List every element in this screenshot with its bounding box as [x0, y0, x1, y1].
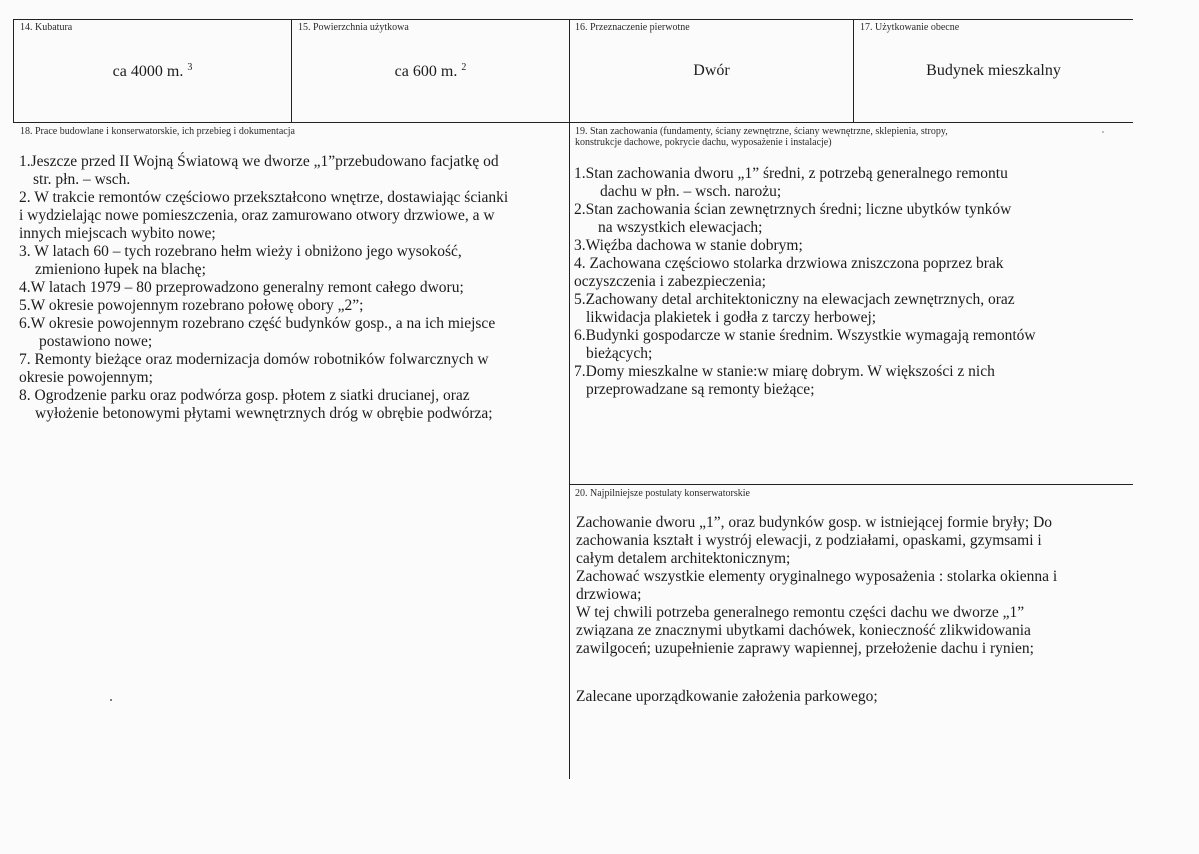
postulate-line: Zachować wszystkie elementy oryginalnego wyposażenia : stolarka okienna i — [576, 568, 1058, 585]
list-item-line: 5.Zachowany detal architektoniczny na elewacjach zewnętrznych, oraz — [574, 291, 1015, 308]
section19-list — [574, 165, 1124, 399]
field-14-value — [14, 62, 291, 81]
postulate-line: związana ze znacznymi ubytkami dachówek, konieczność zlikwidowania — [576, 622, 1031, 639]
list-item — [19, 153, 564, 189]
list-item-line: 5.W okresie powojennym rozebrano połowę obory „2”; — [19, 297, 364, 314]
section20-label: 20. Najpilniejsze postulaty konserwatorskie — [575, 488, 750, 499]
postulate-line: W tej chwili potrzeba generalnego remontu części dachu we dworze „1” — [576, 604, 1025, 621]
list-item-continuation: str. płn. – wsch. — [33, 171, 131, 188]
volume-value: ca 4000 m. — [112, 63, 184, 80]
list-item — [574, 327, 1124, 363]
section19-label-line1: 19. Stan zachowania (fundamenty, ściany zewnętrzne, ściany wewnętrzne, sklepienia, stropy, — [575, 126, 948, 137]
list-item-continuation: likwidacja plakietek i godła z tarczy herbowej; — [586, 309, 877, 326]
list-item-continuation: na wszystkich elewacjach; — [598, 219, 763, 236]
list-item-line: 7. Remonty bieżące oraz modernizacja domów robotników folwarcznych w — [19, 351, 489, 368]
list-item — [574, 255, 1124, 291]
list-item — [19, 243, 564, 279]
list-item-continuation: wyłożenie betonowymi płytami wewnętrznych dróg w obrębie podwórza; — [35, 405, 493, 422]
list-item-line: 1.Jeszcze przed II Wojną Światową we dworze „1”przebudowano facjatkę od — [19, 153, 499, 170]
list-item-line: 2.Stan zachowania ścian zewnętrznych średni; liczne ubytków tynków — [574, 201, 1012, 218]
list-item — [574, 291, 1124, 327]
field-16-value — [570, 62, 853, 80]
postulate-line: zachowania kształt i wystrój elewacji, z podziałami, opaskami, gzymsami i — [576, 532, 1042, 549]
list-item-line: 8. Ogrodzenie parku oraz podwórza gosp. płotem z siatki drucianej, oraz — [19, 387, 470, 404]
list-item — [19, 189, 564, 243]
field-15-label: 15. Powierzchnia użytkowa — [298, 22, 409, 33]
scan-speck-2 — [1102, 131, 1104, 133]
section20-last-line: Zalecane uporządkowanie założenia parkowego; — [576, 688, 878, 705]
list-item-line: 3.Więźba dachowa w stanie dobrym; — [574, 237, 803, 254]
section20-text — [576, 514, 1126, 658]
section18-list — [19, 153, 564, 423]
section18-label: 18. Prace budowlane i konserwatorskie, ich przebieg i dokumentacja — [20, 126, 295, 137]
top-border — [13, 19, 1133, 20]
col-divider-2 — [569, 19, 570, 779]
list-item-continuation: bieżących; — [586, 345, 653, 362]
list-item-line: 3. W latach 60 – tych rozebrano hełm wieży i obniżono jego wysokość, — [19, 243, 462, 260]
list-item-line: 7.Domy mieszkalne w stanie:w miarę dobrym. W większości z nich — [574, 363, 995, 380]
section19-label-line2: konstrukcje dachowe, pokrycie dachu, wyposażenie i instalacje) — [575, 137, 832, 148]
list-item-line: 6.Budynki gospodarcze w stanie średnim. Wszystkie wymagają remontów — [574, 327, 1036, 344]
area-value: ca 600 m. — [394, 63, 458, 80]
current-use-value: Budynek mieszkalny — [926, 62, 1061, 79]
list-item — [19, 387, 564, 423]
list-item — [574, 363, 1124, 399]
list-item — [19, 279, 564, 297]
list-item — [19, 351, 564, 387]
volume-exponent: 3 — [187, 62, 193, 73]
field-15-value — [292, 62, 569, 81]
list-item-line: 1.Stan zachowania dworu „1” średni, z potrzebą generalnego remontu — [574, 165, 1008, 182]
list-item-continuation: oczyszczenia i zabezpieczenia; — [574, 273, 766, 290]
section20-top-border — [569, 484, 1133, 485]
list-item — [574, 237, 1124, 255]
list-item — [19, 297, 564, 315]
original-purpose-value: Dwór — [693, 62, 730, 79]
field-17-label: 17. Użytkowanie obecne — [860, 22, 960, 33]
list-item-continuation: zmieniono łupek na blachę; — [35, 261, 206, 278]
list-item-continuation: i wydzielając nowe pomieszczenia, oraz zamurowano otwory drzwiowe, a w — [19, 207, 495, 224]
list-item-line: 4.W latach 1979 – 80 przeprowadzono generalny remont całego dworu; — [19, 279, 464, 296]
postulate-line: drzwiowa; — [576, 586, 642, 603]
scan-speck — [110, 699, 112, 701]
list-item-continuation: przeprowadzane są remonty bieżące; — [586, 381, 815, 398]
list-item — [574, 165, 1124, 201]
postulate-line: Zachowanie dworu „1”, oraz budynków gosp. w istniejącej formie bryły; Do — [576, 514, 1053, 531]
postulate-line: całym detalem architektonicznym; — [576, 550, 791, 567]
list-item — [19, 315, 564, 351]
list-item-line: 2. W trakcie remontów częściowo przekształcono wnętrze, dostawiając ścianki — [19, 189, 509, 206]
list-item — [574, 201, 1124, 237]
postulate-line: zawilgoceń; uzupełnienie zaprawy wapiennej, przełożenie dachu i rynien; — [576, 640, 1034, 657]
list-item-continuation: okresie powojennym; — [19, 369, 153, 386]
field-16-label: 16. Przeznaczenie pierwotne — [575, 22, 690, 33]
list-item-continuation: dachu w płn. – wsch. narożu; — [600, 183, 782, 200]
area-exponent: 2 — [461, 62, 467, 73]
list-item-continuation: postawiono nowe; — [39, 333, 153, 350]
list-item-continuation: innych miejscach wybito nowe; — [19, 225, 216, 242]
list-item-line: 4. Zachowana częściowo stolarka drzwiowa zniszczona poprzez brak — [574, 255, 1004, 272]
list-item-line: 6.W okresie powojennym rozebrano część budynków gosp., a na ich miejsce — [19, 315, 496, 332]
field-17-value — [854, 62, 1133, 80]
row1-bottom-border — [13, 122, 1133, 123]
field-14-label: 14. Kubatura — [20, 22, 73, 33]
